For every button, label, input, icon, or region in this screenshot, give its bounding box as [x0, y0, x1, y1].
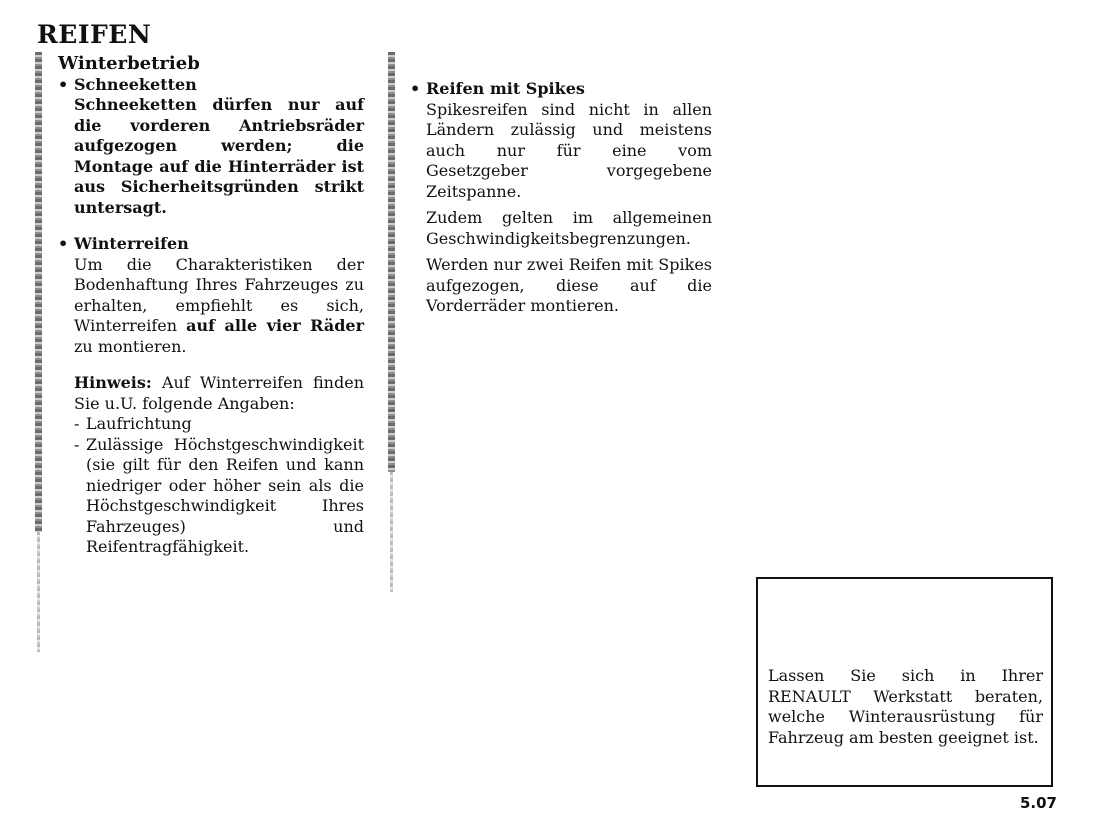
left-column [58, 54, 364, 558]
bullet-icon: • [58, 74, 69, 94]
right-column-rule [388, 52, 395, 472]
winter-tires-text [58, 255, 364, 358]
winter-tires-heading-text: Winterreifen [74, 234, 189, 253]
winter-tires-text-part2: zu montieren. [74, 336, 187, 356]
right-column [410, 79, 712, 317]
spikes-paragraph: Zudem gelten im allgemeinen Geschwindigkeitsbegrenzungen. [426, 208, 712, 248]
bullet-icon: • [410, 79, 421, 98]
right-column-rule-faded [390, 472, 393, 592]
info-box [756, 577, 1053, 787]
spikes-paragraph: Spikesreifen sind nicht in allen Ländern zulässig und meistens auch nur für eine vom Gesetzgeber vorgegebene Zeitspanne. [426, 99, 712, 201]
snow-chains-heading-text: Schneeketten [74, 74, 197, 94]
section-heading-winterbetrieb: Winterbetrieb [58, 53, 200, 74]
winter-tires-text-bold: auf alle vier Räder [186, 316, 365, 335]
note-label: Hinweis: [74, 373, 152, 392]
left-column-rule-faded [37, 532, 40, 652]
page-number: 5.07 [1019, 794, 1057, 812]
left-column-rule [35, 52, 42, 532]
note-list-item-text: Laufrichtung [86, 414, 192, 433]
note-text: Auf Winterreifen finden Sie u.U. folgende Angaben: [74, 373, 364, 413]
winter-tires-heading [58, 234, 364, 255]
info-box-text: Lassen Sie sich in Ihrer RENAULT Werkstatt beraten, welche Winterausrüstung für Fahrzeug am besten geeignet ist. [768, 666, 1043, 747]
page-title: REIFEN [37, 20, 152, 49]
snow-chains-text: Schneeketten dürfen nur auf die vorderen Antriebsräder aufgezogen werden; die Montage auf die Hinterräder ist aus Sicherheitsgründen strikt untersagt. [74, 95, 364, 217]
snow-chains-heading [58, 75, 364, 96]
note-list-item: - Laufrichtung [74, 414, 192, 433]
note-paragraph [58, 373, 364, 414]
note-list-item-text: Zulässige Höchstgeschwindigkeit (sie gilt für den Reifen und kann niedriger oder höher sein als die Höchstgeschwindigkeit Ihres Fahrzeuges) und Reifentragfähigkeit. [86, 434, 364, 556]
winter-tires-text-part1: Um die Charakteristiken der Bodenhaftung Ihres Fahrzeuges zu erhalten, empfiehlt es sich, Winterreifen [74, 254, 364, 335]
note-list-item: - Zulässige Höchstgeschwindigkeit (sie gilt für den Reifen und kann niedriger oder höher sein als die Höchstgeschwindigkeit Ihres Fahrzeuges) und Reifentragfähigkeit. [74, 434, 364, 556]
spikes-paragraph: Werden nur zwei Reifen mit Spikes aufgezogen, diese auf die Vorderräder montieren. [426, 255, 712, 315]
bullet-icon: • [58, 234, 69, 253]
spikes-heading [410, 79, 712, 100]
spikes-heading-text: Reifen mit Spikes [426, 79, 585, 98]
